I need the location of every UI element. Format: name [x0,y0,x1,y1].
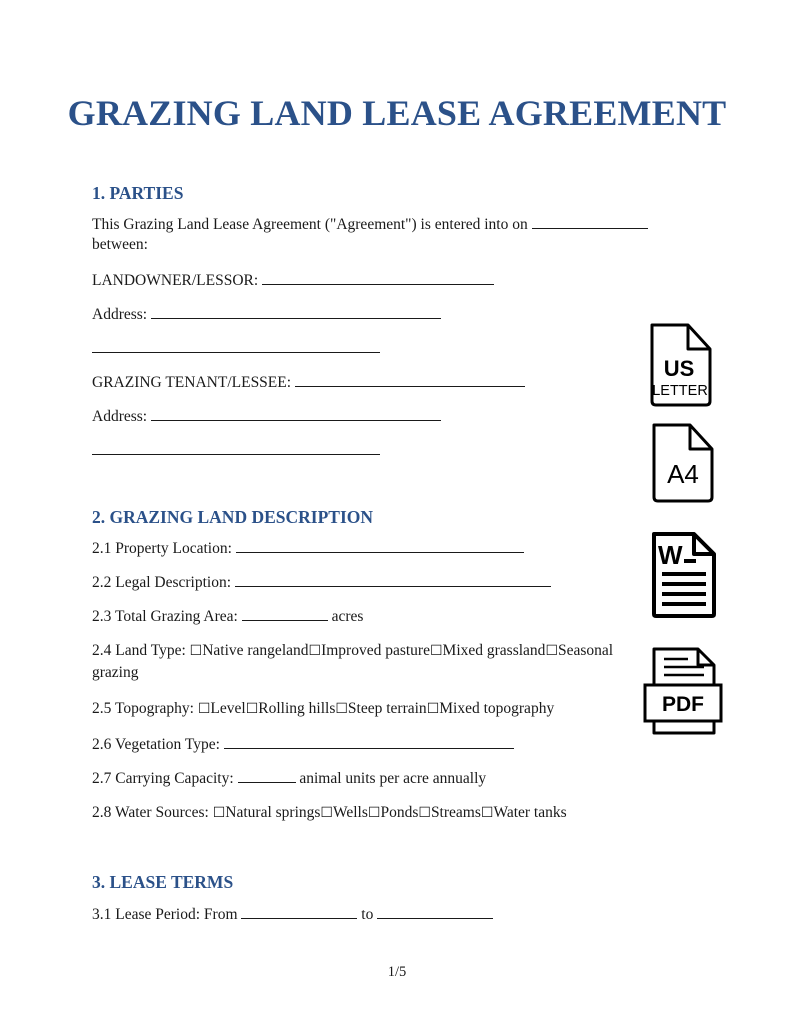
checkbox-water-tanks[interactable]: ☐ [480,805,494,821]
us-letter-icon-text: US [663,356,695,381]
water-option: Natural springs [225,804,321,821]
parties-intro-line [92,214,648,234]
checkbox-rolling-hills[interactable]: ☐ [245,701,259,717]
lease-end-field[interactable] [377,904,493,919]
area-line [92,606,363,626]
water-line [92,804,567,822]
water-option: Water tanks [493,804,567,821]
a4-icon-text: A4 [667,459,699,489]
land-type-option: Native rangeland [202,642,309,659]
landowner-address-field[interactable] [151,304,441,319]
location-label: 2.1 Property Location: [92,540,232,557]
section-heading-terms: 3. LEASE TERMS [92,872,234,892]
landowner-label: LANDOWNER/LESSOR: [92,272,259,289]
checkbox-ponds[interactable]: ☐ [367,805,381,821]
legal-label: 2.2 Legal Description: [92,574,232,591]
checkbox-streams[interactable]: ☐ [418,805,431,821]
vegetation-line [92,734,514,754]
tenant-address-line [92,406,441,426]
lease-period-to: to [361,906,374,923]
land-type-wrap: grazing [92,664,139,681]
capacity-label: 2.7 Carrying Capacity: [92,770,234,787]
a4-icon[interactable] [650,421,716,503]
checkbox-mixed-topography[interactable]: ☐ [426,701,440,717]
legal-line [92,572,551,592]
topography-line [92,700,554,718]
checkbox-seasonal-grazing[interactable]: ☐ [545,643,558,659]
landowner-address-line [92,304,441,324]
topography-option: Level [210,700,246,717]
agreement-date-field[interactable] [532,214,648,229]
pdf-icon-text: PDF [662,693,704,716]
page-number: 1/5 [387,964,407,980]
landowner-line [92,270,494,290]
land-type-option: Improved pasture [321,642,430,659]
land-type-label: 2.4 Land Type: [92,642,186,659]
us-letter-icon-text: LETTER [652,383,708,399]
water-option: Streams [430,804,481,821]
checkbox-native-rangeland[interactable]: ☐ [189,643,203,659]
landowner-name-field[interactable] [262,270,494,285]
vegetation-label: 2.6 Vegetation Type: [92,736,220,753]
parties-intro-text: This Grazing Land Lease Agreement ("Agreement") is entered into on [92,216,528,233]
pdf-icon[interactable] [642,645,724,737]
tenant-line [92,372,525,392]
checkbox-natural-springs[interactable]: ☐ [212,805,226,821]
word-doc-icon[interactable] [650,530,718,620]
location-line [92,538,524,558]
area-label: 2.3 Total Grazing Area: [92,608,238,625]
us-letter-icon[interactable] [648,321,714,407]
section-heading-parties: 1. PARTIES [92,183,184,203]
tenant-name-field[interactable] [295,372,525,387]
vegetation-field[interactable] [224,734,514,749]
landowner-address-field-2[interactable] [92,338,380,353]
checkbox-level[interactable]: ☐ [197,701,211,717]
lease-start-field[interactable] [241,904,357,919]
area-field[interactable] [242,606,328,621]
water-option: Wells [332,804,368,821]
location-field[interactable] [236,538,524,553]
tenant-address-line2 [92,440,380,460]
word-doc-icon-text: W [658,540,683,570]
land-type-option: Mixed grassland [442,642,546,659]
checkbox-mixed-grassland[interactable]: ☐ [429,643,443,659]
water-label: 2.8 Water Sources: [92,804,209,821]
landowner-address-line2 [92,338,380,358]
land-type-option: Seasonal [558,642,614,659]
topography-option: Mixed topography [439,700,555,717]
tenant-address-field[interactable] [151,406,441,421]
parties-intro-cont: between: [92,236,148,253]
topography-option: Steep terrain [347,700,427,717]
tenant-address-label: Address: [92,408,148,425]
lease-period-line [92,904,493,924]
section-heading-land: 2. GRAZING LAND DESCRIPTION [92,507,374,527]
legal-field[interactable] [235,572,551,587]
capacity-unit: animal units per acre annually [299,770,487,787]
tenant-label: GRAZING TENANT/LESSEE: [92,374,292,391]
water-option: Ponds [380,804,419,821]
lease-period-label: 3.1 Lease Period: From [92,906,238,923]
checkbox-steep-terrain[interactable]: ☐ [335,701,348,717]
document-title: GRAZING LAND LEASE AGREEMENT [67,93,727,133]
capacity-field[interactable] [238,768,296,783]
landowner-address-label: Address: [92,306,148,323]
checkbox-improved-pasture[interactable]: ☐ [308,643,322,659]
topography-label: 2.5 Topography: [92,700,194,717]
area-unit: acres [331,608,364,625]
tenant-address-field-2[interactable] [92,440,380,455]
checkbox-wells[interactable]: ☐ [320,805,333,821]
topography-option: Rolling hills [258,700,336,717]
land-type-line [92,642,613,660]
capacity-line [92,768,486,788]
